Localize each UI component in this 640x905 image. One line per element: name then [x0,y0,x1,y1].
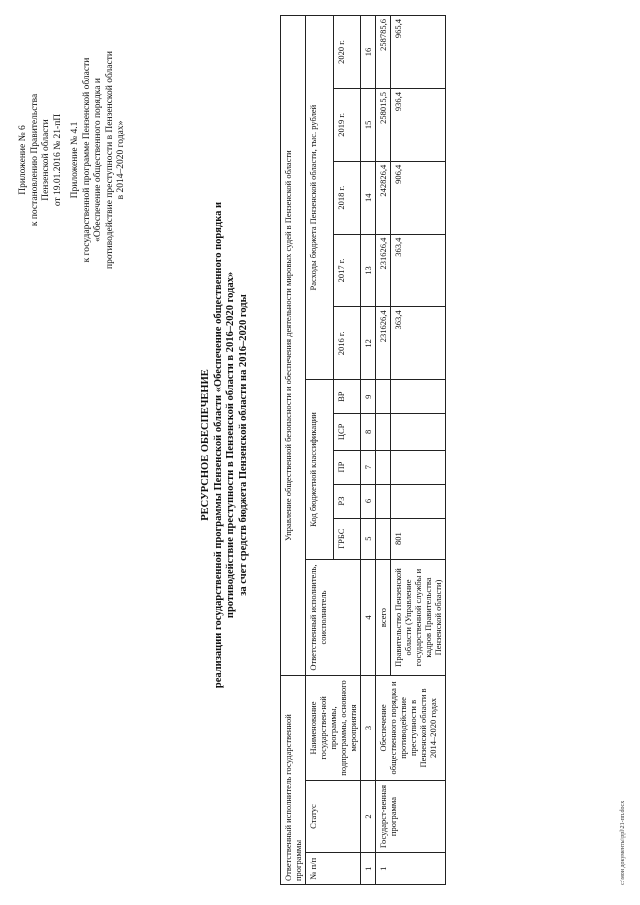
title-line: РЕСУРСНОЕ ОБЕСПЕЧЕНИЕ [200,369,211,521]
row-program-name: Обеспечение общественного порядка и противодействие преступности в Пензенской области в 2014–2020 годах [376,676,446,780]
table-row [281,16,306,885]
header-rz: РЗ [333,484,361,518]
appendix-line: «Обеспечение общественного порядка и [93,78,103,242]
appendix-line: к государственной программе Пензенской области [81,57,92,263]
row-grbs-total [376,518,391,559]
row-exec-total: всего [376,559,391,676]
row-pr-government [391,450,446,484]
header-vr: ВР [333,380,361,414]
col-number: 4 [361,559,376,676]
gov-2017: 363,4 [391,234,446,307]
file-path-footer: c:\мои документы\ppl\21-пп.docx [620,800,626,885]
row-vr-total [376,380,391,414]
table-row [376,16,391,885]
col-number: 2 [361,780,376,853]
document-title [200,125,250,765]
col-number: 5 [361,518,376,559]
gov-2016: 363,4 [391,307,446,380]
row-csr-government [391,414,446,450]
total-2018: 242826,4 [376,161,391,234]
col-number: 12 [361,307,376,380]
col-number: 7 [361,450,376,484]
resp-exec-label: Ответственный исполнитель государственной программы [281,676,306,885]
appendix-line: в 2014–2020 годах» [116,120,126,200]
col-number: 16 [361,16,376,89]
header-year-2018: 2018 г. [333,161,361,234]
gov-2018: 906,4 [391,161,446,234]
col-number: 15 [361,88,376,161]
header-pr: ПР [333,450,361,484]
appendix-line: Приложение № 6 [18,125,28,195]
col-number: 3 [361,676,376,780]
header-year-2017: 2017 г. [333,234,361,307]
header-budget-code: Код бюджетной классификации [306,380,334,560]
row-status: Государст-венная программа [376,780,446,853]
header-year-2016: 2016 г. [333,307,361,380]
row-exec-government: Правительство Пензенской области (Управление государственной службы и кадров Правительства Пензенской области) [391,559,446,676]
col-number: 8 [361,414,376,450]
resp-exec-value: Управление общественной безопасности и обеспечения деятельности мировых судей в Пензенской области [281,16,306,676]
appendix-block [18,25,128,295]
header-expenses: Расходы бюджета Пензенской области, тыс. рублей [306,16,334,380]
row-vr-government [391,380,446,414]
row-number: 1 [376,853,446,885]
col-number: 14 [361,161,376,234]
table-row [306,16,334,885]
resource-table [280,15,446,885]
appendix-line: к постановлению Правительства [29,93,40,227]
header-num: № п/п [306,853,361,885]
col-number: 1 [361,853,376,885]
appendix-line: от 19.01.2016 № 21-пП [52,113,63,207]
total-2016: 231626,4 [376,307,391,380]
col-number: 13 [361,234,376,307]
header-grbs: ГРБС [333,518,361,559]
row-pr-total [376,450,391,484]
header-year-2019: 2019 г. [333,88,361,161]
total-2020: 258785,6 [376,16,391,89]
total-2017: 231626,4 [376,234,391,307]
gov-2020: 965,4 [391,16,446,89]
col-number: 9 [361,380,376,414]
col-number: 6 [361,484,376,518]
header-csr: ЦСР [333,414,361,450]
header-status: Статус [306,780,361,853]
total-2019: 258015,5 [376,88,391,161]
row-rz-total [376,484,391,518]
header-executor: Ответственный исполнитель, соисполнитель [306,559,361,676]
row-csr-total [376,414,391,450]
header-name: Наименование государствен-ной программы, подпрограммы, основного мероприятия [306,676,361,780]
table-row column-numbers [361,16,376,885]
row-rz-government [391,484,446,518]
appendix-line: Приложение № 4.1 [70,121,80,199]
appendix-line: Пензенской области [41,119,51,201]
title-line: реализации государственной программы Пензенской области «Обеспечение общественного порядка и [212,201,224,689]
row-grbs-government: 801 [391,518,446,559]
header-year-2020: 2020 г. [333,16,361,89]
title-line: за счет средств бюджета Пензенской области на 2016–2020 годы [237,294,249,596]
title-line: противодействие преступности в Пензенской области в 2016–2020 годах» [225,271,236,619]
appendix-line: противодействие преступности в Пензенской области [104,51,115,269]
gov-2019: 936,4 [391,88,446,161]
